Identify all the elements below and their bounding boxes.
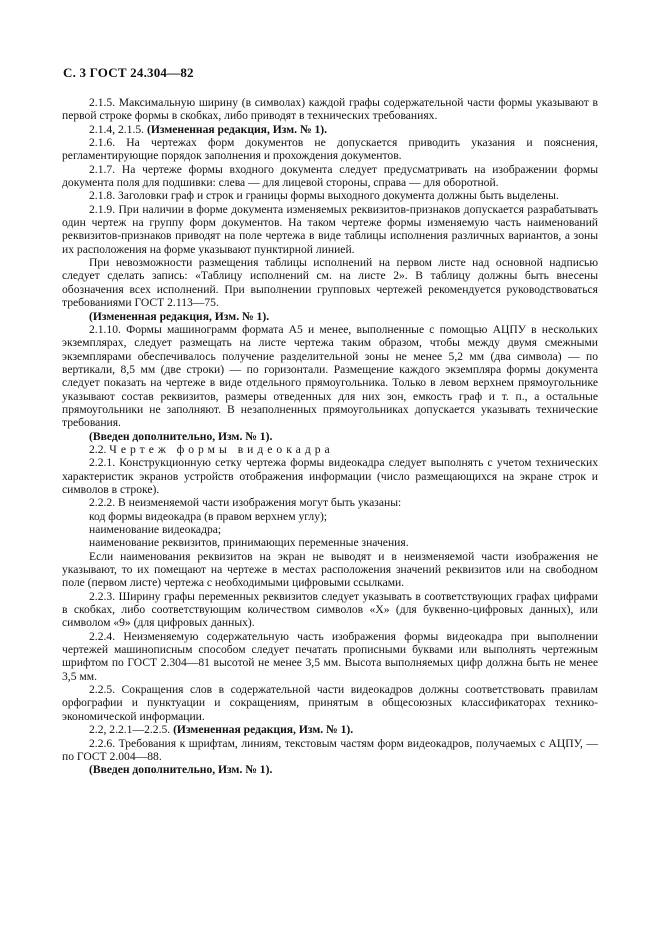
paragraph-2-1-10: 2.1.10. Формы машинограмм формата А5 и менее, выполненные с помощью АЦПУ в нескольких экземплярах, следует размещать на листе чертежа таким образом, чтобы между двумя смежными экземплярами обеспечивалось получение разделительной зоны не менее 5,2 мм (два символа) — по вертикали, 8,5 мм (две строки) — по горизонтали. Размещение каждого экземпляра формы документа следует показать на чертеже в виде отдельного прямоугольника. Только в левом верхнем прямоугольнике указывают состав реквизитов, размеры отведенных для них зон, емкость граф и т. п., а остальные прямоугольники не заполняют. В незаполненных прямоугольниках допускается указывать технические требования. [62, 322, 598, 430]
paragraph-2-2-4: 2.2.4. Неизменяемую содержательную часть изображения формы видеокадра при выполнении чертежей машинописным способом следует печатать прописными буквами или выполнять чертежным шрифтом по ГОСТ 2.304—81 высотой не менее 3,5 мм. Высота выполняемых цифр должна быть не менее 3,5 мм. [62, 629, 598, 683]
paragraph-2-2-6: 2.2.6. Требования к шрифтам, линиям, текстовым частям форм видеокадров, получаемых с АЦПУ, — по ГОСТ 2.004—88. [62, 736, 598, 763]
paragraph-execution-table: При невозможности размещения таблицы исполнений на первом листе над основной надписью следует сделать запись: «Таблицу исполнений см. на листе 2». В таблицу должны быть внесены обозначения всех исполнений. При выполнении групповых чертежей рекомендуется руководствоваться требованиями ГОСТ 2.113—75. [62, 256, 598, 310]
paragraph-2-1-8: 2.1.8. Заголовки граф и строк и границы формы выходного документа должны быть выделены. [89, 189, 559, 203]
paragraph-2-2-2: 2.2.2. В неизменяемой части изображения могут быть указаны: [89, 496, 402, 510]
section-heading-2-2: 2.2. Чертеж формы видеокадра [89, 442, 334, 456]
list-item-form-code: код формы видеокадра (в правом верхнем углу); [89, 509, 328, 523]
paragraph-amendment-2-2: 2.2, 2.2.1—2.2.5. (Измененная редакция, Изм. № 1). [89, 723, 354, 737]
paragraph-amendment-1: (Измененная редакция, Изм. № 1). [89, 309, 270, 323]
paragraph-added-2: (Введен дополнительно, Изм. № 1). [89, 763, 273, 777]
paragraph-2-2-3: 2.2.3. Ширину графы переменных реквизитов следует указывать в соответствующих графах цифрами в скобках, либо соответствующим количеством символов «Х» (для буквенно-цифровых данных), или символом «9» (для цифровых данных). [62, 589, 598, 630]
paragraph-2-1-7: 2.1.7. На чертеже формы входного документа следует предусматривать на изображении формы документа поля для подшивки: слева — для лицевой стороны, справа — для оборотной. [62, 162, 598, 190]
paragraph-2-1-9: 2.1.9. При наличии в форме документа изменяемых реквизитов-признаков допускается разрабатывать один чертеж на группу форм документов. На таком чертеже формы изменяемую часть наименований реквизитов-признаков приводят на поле чертежа в виде таблицы исполнения различных вариантов, а зоны их расположения на форме указывают пунктирной линией. [62, 202, 598, 256]
paragraph-added-1: (Введен дополнительно, Изм. № 1). [89, 429, 273, 443]
paragraph-2-1-5: 2.1.5. Максимальную ширину (в символах) каждой графы содержательной части формы указывают в первой строке формы в скобках, либо приводят в технических требованиях. [62, 96, 598, 123]
list-item-requisite-names: наименование реквизитов, принимающих переменные значения. [89, 536, 409, 550]
paragraph-2-1-6: 2.1.6. На чертежах форм документов не допускается приводить указания и пояснения, регламентирующие порядок заполнения и прохождения документов. [62, 136, 598, 163]
document-body [62, 96, 598, 777]
paragraph-requisite-placement: Если наименования реквизитов на экран не выводят и в неизменяемой части изображения не указывают, то их помещают на чертеже в местах расположения значений реквизитов или на свободном поле (первом листе) чертежа с необходимыми цифровыми ссылками. [62, 549, 598, 590]
paragraph-2-2-1: 2.2.1. Конструкционную сетку чертежа формы видеокадра следует выполнять с учетом технических характеристик экранов устройств отображения информации (число размещающихся на экране строк и символов в строке). [62, 456, 598, 496]
page-header: С. 3 ГОСТ 24.304—82 [63, 65, 194, 80]
paragraph-amendment-2-1-4: 2.1.4, 2.1.5. (Измененная редакция, Изм. № 1). [89, 122, 328, 136]
paragraph-2-2-5: 2.2.5. Сокращения слов в содержательной части видеокадров должны соответствовать правилам орфографии и пунктуации и сокращениям, принятым в общесоюзных классификаторах технико-экономической информации. [62, 683, 598, 723]
list-item-frame-name: наименование видеокадра; [89, 523, 222, 536]
